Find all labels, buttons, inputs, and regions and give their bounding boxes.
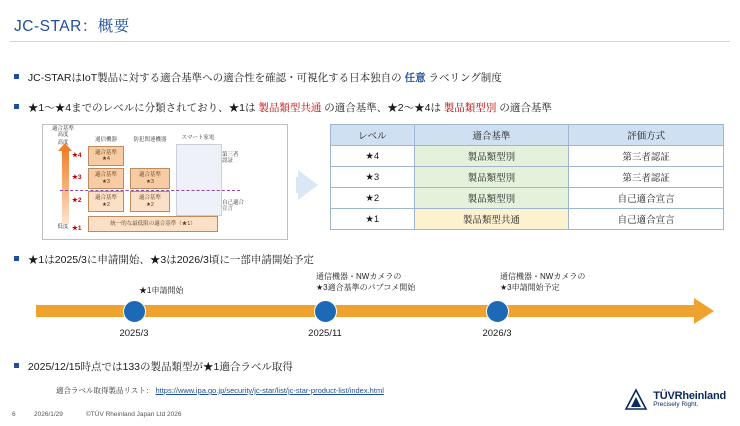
timeline-note-3-line1: 通信機器・NWカメラの <box>500 272 586 281</box>
product-list-link-note <box>56 385 384 396</box>
bullet-square-icon <box>14 256 19 261</box>
table-cell-criteria: 製品類型共通 <box>414 209 569 230</box>
timeline-note-2-line2: ★3適合基準のパブコメ開始 <box>316 282 416 292</box>
figure-note-self-line1: 自己適合 <box>222 200 245 206</box>
bullet-1 <box>14 72 502 86</box>
figure-axis-title-line2: 高度 <box>57 132 69 139</box>
timeline-note-1-line1: ★1申請開始 <box>139 286 184 295</box>
timeline-arrowhead-icon <box>694 298 714 324</box>
figure-axis-low: 低度 <box>57 224 69 230</box>
table-cell-criteria: 製品類型別 <box>414 188 569 209</box>
bullet-square-icon <box>14 74 19 79</box>
timeline-note-3-line2: ★3申請開始予定 <box>500 282 560 292</box>
bullet-2-text-mid: の適合基準、★2～★4は <box>324 102 441 114</box>
figure-box-level2b-line2: ★2 <box>145 201 154 208</box>
table-cell-method: 自己適合宣言 <box>569 188 724 209</box>
table-cell-method: 自己適合宣言 <box>569 209 724 230</box>
figure-box-level3-a <box>88 168 124 189</box>
table-header-method: 評価方式 <box>569 125 724 146</box>
criteria-level-table <box>330 124 724 230</box>
timeline-date-2: 2025/11 <box>308 328 342 339</box>
right-arrow-icon <box>298 170 318 200</box>
product-list-link-label: 適合ラベル取得製品リスト： <box>56 386 154 395</box>
bullet-2 <box>14 102 552 116</box>
bullet-square-icon <box>14 104 19 109</box>
figure-box-level3a-line2: ★3 <box>101 178 110 185</box>
logo-main-text: TÜVRheinland <box>653 389 726 402</box>
logo-tagline: Precisely Right. <box>653 401 699 409</box>
figure-level-3: ★3 <box>72 174 82 181</box>
table-cell-criteria: 製品類型別 <box>414 146 569 167</box>
footer-date: 2026/1/29 <box>34 411 63 418</box>
bullet-2-text-post: の適合基準 <box>499 102 552 114</box>
table-row <box>331 188 724 209</box>
timeline-note-2 <box>316 272 415 294</box>
figure-threshold-dashed-line <box>60 190 240 191</box>
table-cell-level: ★4 <box>331 146 415 167</box>
figure-column-2-label: 防犯関連機器 <box>133 137 167 143</box>
figure-note-self-line2: 宣言 <box>222 206 234 213</box>
figure-note-third-party-line2: 認証 <box>222 158 234 165</box>
bullet-2-text-pre: ★1～★4までのレベルに分類されており、★1は <box>27 102 256 114</box>
bullet-3 <box>14 254 314 268</box>
bullet-4-text: 2025/12/15時点では133の製品類型が★1適合ラベル取得 <box>27 361 293 373</box>
footer-copyright: ©TÜV Rheinland Japan Ltd 2026 <box>86 411 182 418</box>
figure-box-level2a-line1: 適合基準 <box>94 195 117 202</box>
table-cell-method: 第三者認証 <box>569 146 724 167</box>
figure-box-level2-a <box>88 191 124 212</box>
timeline-milestone-marker-2 <box>314 300 337 323</box>
bullet-1-text-pre: JC-STARはIoT製品に対する適合基準への適合性を確認・可視化する日本独自の <box>27 72 402 84</box>
figure-box-smart-appliance <box>176 144 222 216</box>
figure-box-level4-line2: ★4 <box>101 156 110 162</box>
timeline-date-3: 2026/3 <box>482 328 512 339</box>
bullet-3-text: ★1は2025/3に申請開始、★3は2026/3頃に一部申請開始予定 <box>27 254 314 266</box>
bullet-2-emphasis-1: 製品類型共通 <box>258 102 322 114</box>
figure-box-level3b-line2: ★3 <box>145 178 154 185</box>
timeline-milestone-marker-3 <box>486 300 509 323</box>
figure-box-level3b-line1: 適合基準 <box>138 172 161 179</box>
figure-note-self-declaration <box>222 200 246 213</box>
table-row <box>331 146 724 167</box>
figure-box-level1-label: 統一的な最低限の適合基準（★1） <box>110 220 196 227</box>
table-row <box>331 167 724 188</box>
page-title: JC-STAR：概要 <box>14 18 130 35</box>
tuv-triangle-logo-icon <box>624 388 648 412</box>
bullet-1-emphasis: 任意 <box>404 72 426 84</box>
figure-box-level3a-line1: 適合基準 <box>94 172 117 179</box>
figure-level-1: ★1 <box>72 225 82 232</box>
table-header-criteria: 適合基準 <box>414 125 569 146</box>
bullet-square-icon <box>14 363 19 368</box>
bullet-2-emphasis-2: 製品類型別 <box>443 102 497 114</box>
bullet-4 <box>14 361 293 375</box>
table-cell-level: ★3 <box>331 167 415 188</box>
figure-level-4: ★4 <box>72 152 82 159</box>
table-cell-criteria: 製品類型別 <box>414 167 569 188</box>
figure-box-level4 <box>88 146 124 166</box>
figure-column-3-label: スマート家電 <box>181 135 215 141</box>
timeline-note-1 <box>139 286 183 297</box>
figure-column-1-label: 通信機器 <box>94 137 117 143</box>
timeline-milestone-marker-1 <box>123 300 146 323</box>
figure-box-level4-line1: 適合基準 <box>94 149 117 156</box>
timeline-date-1: 2025/3 <box>119 328 149 339</box>
figure-box-level2a-line2: ★2 <box>101 201 110 208</box>
bullet-1-text-post: ラベリング制度 <box>428 72 502 84</box>
table-row <box>331 209 724 230</box>
timeline-note-2-line1: 通信機器・NWカメラの <box>316 272 402 281</box>
figure-axis-title <box>46 126 80 139</box>
figure-axis-title-line1: 適合基準 <box>51 126 74 132</box>
figure-box-level2b-line1: 適合基準 <box>138 195 161 202</box>
table-cell-level: ★1 <box>331 209 415 230</box>
title-divider <box>10 41 730 42</box>
figure-box-level3-b <box>130 168 170 189</box>
table-cell-level: ★2 <box>331 188 415 209</box>
figure-box-level2-b <box>130 191 170 212</box>
page-number: 6 <box>12 411 16 418</box>
figure-box-level1 <box>88 216 218 232</box>
figure-note-third-party <box>222 152 246 165</box>
figure-level-2: ★2 <box>72 197 82 204</box>
table-cell-method: 第三者認証 <box>569 167 724 188</box>
table-header-level: レベル <box>331 125 415 146</box>
timeline-note-3 <box>500 272 585 294</box>
tuv-rheinland-logo <box>624 388 726 412</box>
product-list-link[interactable]: https://www.ipa.go.jp/security/jc-star/list/jc-star-product-list/index.html <box>155 386 384 395</box>
logo-text-block <box>653 391 726 409</box>
figure-note-third-party-line1: 第三者 <box>222 152 239 158</box>
upward-gradient-arrow-icon <box>62 150 69 224</box>
table-header-row <box>331 125 724 146</box>
